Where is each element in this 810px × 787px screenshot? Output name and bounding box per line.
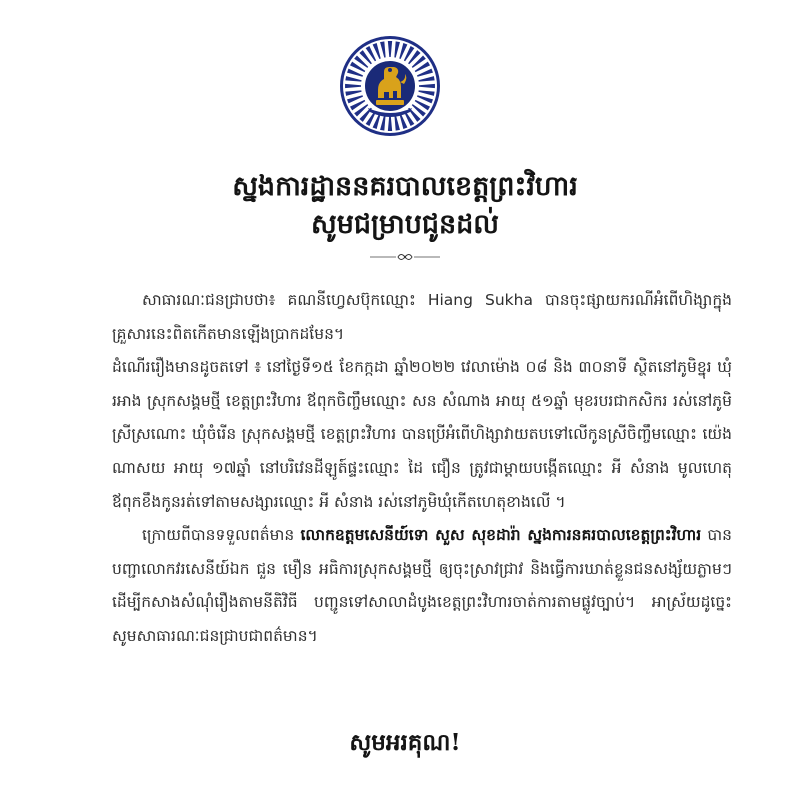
police-emblem-icon [338,34,442,138]
page-title: ស្នងការដ្ឋាននគរបាលខេត្តព្រះវិហារ [232,171,578,202]
paragraph-action-rest: បានបញ្ជាលោកវរសេនីយ៍ឯក ជួន មឿន អធិការស្រុកសង្គមថ្មី ឲ្យចុះស្រាវជ្រាវ និងធ្វើការឃាត់ខ្លួនជនសង្ស័យភ្លាមៗ ដើម្បីកសាងសំណុំរឿងតាមនីតិវិធី បញ្ជូនទៅសាលាដំបូងខេត្តព្រះវិហារចាត់ការតាមផ្លូវច្បាប់។ អាស្រ័យដូច្នេះសូមសាធារណៈជនជ្រាបជាពត៌មាន។ [112,526,732,645]
divider-ornament-icon [368,251,442,263]
police-emblem-logo [338,34,442,138]
paragraph-details: ដំណើររឿងមានដូចតទៅ ៖ នៅថ្ងៃទី១៥ ខែកក្កដា ឆ្នាំ២០២២ វេលាម៉ោង ០៨ និង ៣០នាទី ស្ថិតនៅភូមិខ្នុរ ឃុំរអាង ស្រុកសង្គមថ្មី ខេត្តព្រះវិហារ ឪពុកចិញ្ចឹមឈ្មោះ សន សំណាង អាយុ ៥១ឆ្នាំ មុខរបរជាកសិករ រស់នៅភូមិស្រីស្រណោះ ឃុំចំរើន ស្រុកសង្គមថ្មី ខេត្តព្រះវិហារ បានប្រើអំពើហិង្សាវាយតបទៅលើកូនស្រីចិញ្ចឹមឈ្មោះ យ៉េង ណាសយ អាយុ ១៧ឆ្នាំ នៅបរិវេនដីឡូត៍ផ្ទះឈ្មោះ ដៃ ជឿន ត្រូវជាម្តាយបង្កើតឈ្មោះ អី សំនាង មូលហេតុឪពុកខឹងកូនរត់ទៅតាមសង្សារឈ្មោះ អី សំនាង រស់នៅភូមិឃុំកើតហេតុខាងលើ ។ [112,358,732,511]
paragraph-action [112,519,732,653]
paragraph-intro: សាធារណៈជនជ្រាបថា៖ គណនីហ្វេសប៊ុកឈ្មោះ Hiang Sukha បានចុះផ្សាយករណីអំពើហិង្សាក្នុងគ្រួសារនេះពិតកើតមានឡើងប្រាកដមែន។ [112,291,732,343]
page-subtitle: សូមជម្រាបជូនដល់ [311,209,499,240]
announcement-body [112,284,732,654]
commissioner-name: លោកឧត្តមសេនីយ៍ទោ សួស សុខដារ៉ា ស្នងការនគរបាលខេត្តព្រះវិហារ [300,526,702,545]
paragraph-action-lead: ក្រោយពីបានទទួលពត៌មាន [142,526,301,545]
title-block [0,168,810,244]
closing-thanks: សូមអរគុណ! [349,729,461,756]
